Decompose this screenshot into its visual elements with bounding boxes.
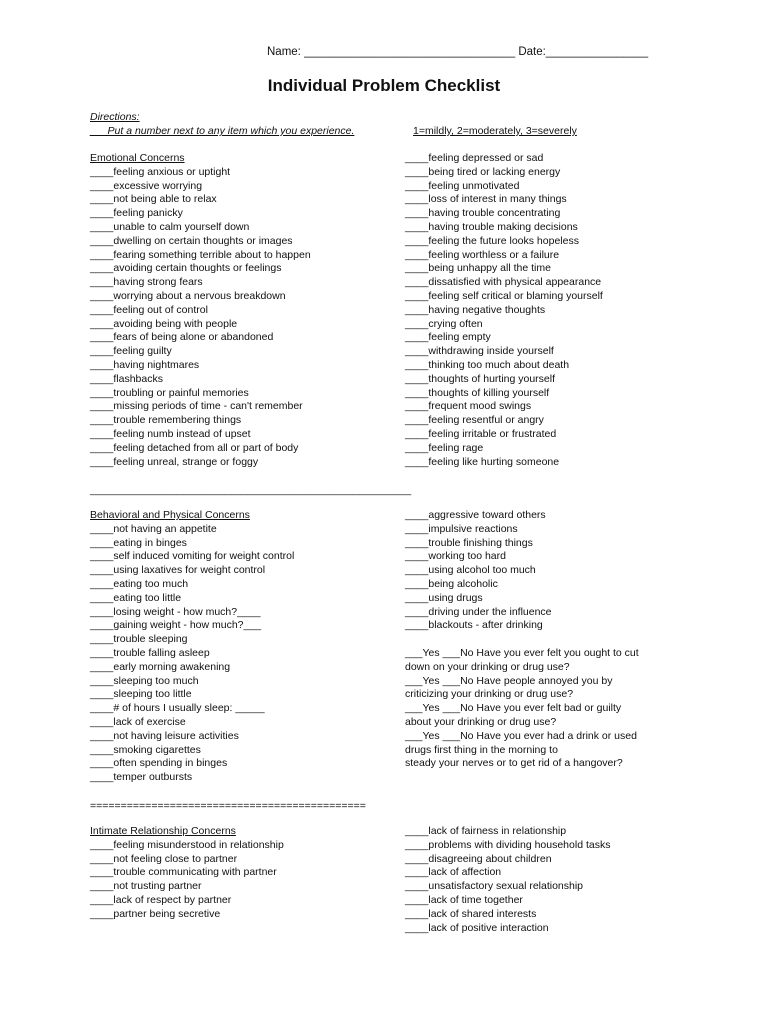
- intimate-section-right: [405, 825, 610, 935]
- checklist-item: ____# of hours I usually sleep: _____: [90, 702, 265, 715]
- checklist-item: ____aggressive toward others: [405, 509, 546, 521]
- checklist-item: ____feeling out of control: [90, 303, 208, 316]
- checklist-item: ____feeling rage: [405, 441, 484, 454]
- emotional-right-list: [405, 152, 603, 469]
- checklist-item: ____feeling worthless or a failure: [405, 248, 560, 261]
- checklist-item: ____feeling self critical or blaming yourself: [405, 289, 603, 302]
- question-line: ___Yes ___No Have you ever felt you ought to cut: [405, 647, 639, 659]
- section-heading-behavioral: Behavioral and Physical Concerns: [90, 509, 250, 521]
- checklist-item: ____blackouts - after drinking: [405, 619, 543, 632]
- checklist-item: ____dissatisfied with physical appearance: [405, 276, 602, 289]
- checklist-item: ____feeling resentful or angry: [405, 414, 544, 427]
- checklist-item: ____not having an appetite: [90, 522, 217, 535]
- checklist-item: ____partner being secretive: [90, 907, 221, 920]
- checklist-item: ____sleeping too much: [90, 674, 199, 687]
- checklist-item: ____being tired or lacking energy: [405, 165, 561, 178]
- checklist-item: ____withdrawing inside yourself: [405, 345, 554, 358]
- checklist-item: ____using drugs: [405, 591, 483, 604]
- checklist-item: ____having nightmares: [90, 358, 200, 371]
- checklist-item: ____gaining weight - how much?___: [90, 619, 262, 632]
- checklist-item: ____feeling like hurting someone: [405, 455, 560, 468]
- emotional-section-right: [405, 152, 603, 469]
- checklist-item: ____eating too much: [90, 577, 189, 590]
- checklist-item: ____fearing something terrible about to happen: [90, 248, 311, 261]
- checklist-item: ____impulsive reactions: [405, 522, 518, 535]
- checklist-item: ____feeling anxious or uptight: [90, 165, 231, 178]
- checklist-item: ____having negative thoughts: [405, 303, 546, 316]
- section-divider: _______________________________________________________: [90, 484, 412, 496]
- checklist-item: ____trouble falling asleep: [90, 646, 210, 659]
- checklist-item: ____being alcoholic: [405, 577, 498, 590]
- checklist-item: ____working too hard: [405, 550, 506, 563]
- checklist-item: ____feeling guilty: [90, 345, 172, 358]
- checklist-item: ____temper outbursts: [90, 771, 193, 784]
- checklist-item: ____unsatisfactory sexual relationship: [405, 880, 584, 893]
- question-line: down on your drinking or drug use?: [405, 660, 570, 673]
- checklist-item: ____having strong fears: [90, 276, 203, 289]
- checklist-item: ____feeling irritable or frustrated: [405, 427, 557, 440]
- emotional-left-list: [90, 166, 311, 470]
- checklist-item: ____not trusting partner: [90, 880, 202, 893]
- checklist-item: ____being unhappy all the time: [405, 262, 551, 275]
- checklist-item: ____feeling numb instead of upset: [90, 427, 251, 440]
- checklist-item: ____thinking too much about death: [405, 358, 570, 371]
- question-line: ___Yes ___No Have you ever had a drink or used: [405, 729, 637, 742]
- checklist-item: ____trouble sleeping: [90, 633, 188, 646]
- behavioral-section-right: [405, 509, 552, 633]
- checklist-item: ____having trouble making decisions: [405, 220, 578, 233]
- checklist-item: ____feeling unmotivated: [405, 179, 520, 192]
- question-line: steady your nerves or to get rid of a hangover?: [405, 757, 623, 770]
- name-date-line: Name: _________________________________ Date:________________: [267, 46, 649, 58]
- checklist-item: ____not having leisure activities: [90, 729, 239, 742]
- checklist-item: ____fears of being alone or abandoned: [90, 331, 274, 344]
- checklist-item: ____trouble communicating with partner: [90, 866, 277, 879]
- question-line: drugs first thing in the morning to: [405, 743, 558, 756]
- checklist-item: ____using laxatives for weight control: [90, 564, 266, 577]
- checklist-item: ____losing weight - how much?____: [90, 605, 261, 618]
- checklist-item: ____not being able to relax: [90, 193, 217, 206]
- checklist-item: ____thoughts of hurting yourself: [405, 372, 556, 385]
- checklist-item: ____having trouble concentrating: [405, 207, 561, 220]
- checklist-item: ____loss of interest in many things: [405, 193, 567, 206]
- checklist-item: ____missing periods of time - can't remember: [90, 400, 303, 413]
- checklist-item: ____frequent mood swings: [405, 400, 532, 413]
- section-heading-intimate: Intimate Relationship Concerns: [90, 825, 236, 837]
- checklist-item: ____crying often: [405, 317, 483, 330]
- behavioral-section-left: [90, 509, 294, 785]
- checklist-item: ____troubling or painful memories: [90, 386, 249, 399]
- checklist-item: ____avoiding certain thoughts or feelings: [90, 262, 282, 275]
- checklist-item: ____driving under the influence: [405, 605, 552, 618]
- checklist-item: ____worrying about a nervous breakdown: [90, 289, 286, 302]
- checklist-item: ____feeling panicky: [90, 207, 183, 220]
- question-line: ___Yes ___No Have you ever felt bad or guilty: [405, 702, 622, 715]
- checklist-item: ____not feeling close to partner: [90, 852, 238, 865]
- checklist-item: ____trouble finishing things: [405, 536, 533, 549]
- checklist-item: ____lack of affection: [405, 866, 502, 879]
- page-title: Individual Problem Checklist: [267, 76, 501, 95]
- checklist-item: ____lack of respect by partner: [90, 893, 232, 906]
- checklist-item: ____often spending in binges: [90, 757, 228, 770]
- checklist-item: ____lack of time together: [405, 893, 523, 906]
- checklist-item: ____lack of exercise: [90, 715, 186, 728]
- checklist-item: ____avoiding being with people: [90, 317, 238, 330]
- checklist-item: ____unable to calm yourself down: [90, 220, 250, 233]
- checklist-item: ____feeling misunderstood in relationship: [90, 838, 284, 851]
- checklist-item: ____feeling the future looks hopeless: [405, 234, 579, 247]
- checklist-item: ____eating too little: [90, 591, 182, 604]
- intimate-right-list: [405, 825, 610, 935]
- question-line: ___Yes ___No Have people annoyed you by: [405, 674, 613, 687]
- checklist-item: ____problems with dividing household tasks: [405, 838, 611, 851]
- question-line: criticizing your drinking or drug use?: [405, 688, 574, 701]
- checklist-item: ____disagreeing about children: [405, 852, 552, 865]
- checklist-item: ____feeling empty: [405, 331, 491, 344]
- checklist-item: ____early morning awakening: [90, 660, 231, 673]
- behavioral-right-list: [405, 509, 552, 633]
- intimate-section-left: [90, 825, 284, 922]
- checklist-item: ____thoughts of killing yourself: [405, 386, 550, 399]
- checklist-item: ____self induced vomiting for weight control: [90, 550, 295, 563]
- checklist-item: ____eating in binges: [90, 536, 187, 549]
- checklist-item: ____flashbacks: [90, 372, 163, 385]
- checklist-item: ____using alcohol too much: [405, 564, 536, 577]
- checklist-item: ____feeling unreal, strange or foggy: [90, 455, 259, 468]
- rating-scale: 1=mildly, 2=moderately, 3=severely: [413, 125, 577, 137]
- question-line: about your drinking or drug use?: [405, 715, 557, 728]
- directions-text: ___Put a number next to any item which you experience.: [90, 125, 355, 137]
- directions-label: Directions:: [90, 111, 140, 123]
- substance-questions: [405, 647, 685, 771]
- checklist-item: ____excessive worrying: [90, 179, 203, 192]
- checklist-item: ____feeling depressed or sad: [405, 152, 544, 164]
- checklist-item: ____lack of fairness in relationship: [405, 825, 567, 837]
- checklist-item: ____dwelling on certain thoughts or images: [90, 234, 293, 247]
- checklist-item: ____smoking cigarettes: [90, 743, 201, 756]
- checklist-item: ____feeling detached from all or part of body: [90, 441, 299, 454]
- checklist-item: ____lack of shared interests: [405, 907, 537, 920]
- checklist-item: ____lack of positive interaction: [405, 921, 549, 934]
- checklist-item: ____trouble remembering things: [90, 414, 242, 427]
- emotional-section-left: [90, 152, 311, 469]
- section-heading-emotional: Emotional Concerns: [90, 152, 185, 164]
- checklist-item: ____sleeping too little: [90, 688, 192, 701]
- behavioral-left-list: [90, 523, 294, 785]
- intimate-left-list: [90, 839, 284, 922]
- section-divider-double: =============================================: [90, 800, 366, 812]
